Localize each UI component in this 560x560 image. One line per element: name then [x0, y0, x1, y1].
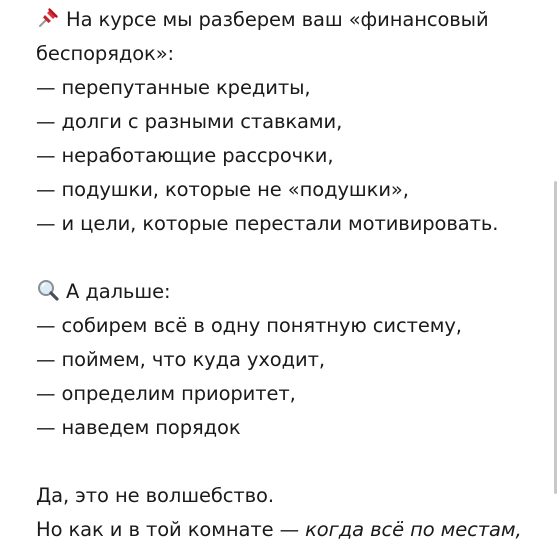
list-item: — и цели, которые перестали мотивировать. — [36, 212, 499, 235]
list-item: — подушки, которые не «подушки», — [36, 178, 409, 201]
closing-line — [36, 513, 546, 547]
message-text — [36, 3, 546, 547]
closing-text-plain: Но как и в той комнате — — [36, 518, 306, 541]
magnifying-glass-icon — [36, 278, 60, 302]
list-item: — определим приоритет, — [36, 382, 296, 405]
list-item: — перепутанные кредиты, — [36, 76, 311, 99]
section-heading-text: А дальше: — [66, 280, 171, 303]
intro-line-continued: беспорядок»: — [36, 42, 175, 65]
list-item: — неработающие рассрочки, — [36, 144, 334, 167]
list-item: — наведем порядок — [36, 416, 241, 439]
closing-text-italic: когда всё по местам, — [305, 518, 522, 541]
scrollbar-thumb[interactable] — [554, 181, 557, 494]
pushpin-icon — [36, 6, 60, 30]
closing-line: Да, это не волшебство. — [36, 484, 274, 507]
list-item: — поймем, что куда уходит, — [36, 348, 325, 371]
intro-line — [36, 3, 546, 37]
list-item: — долги с разными ставками, — [36, 110, 343, 133]
paragraph-spacer — [36, 241, 546, 275]
list-item: — собирем всё в одну понятную систему, — [36, 314, 462, 337]
paragraph-spacer — [36, 445, 546, 479]
intro-text: На курсе мы разберем ваш «финансовый — [66, 8, 489, 31]
section-heading — [36, 275, 546, 309]
